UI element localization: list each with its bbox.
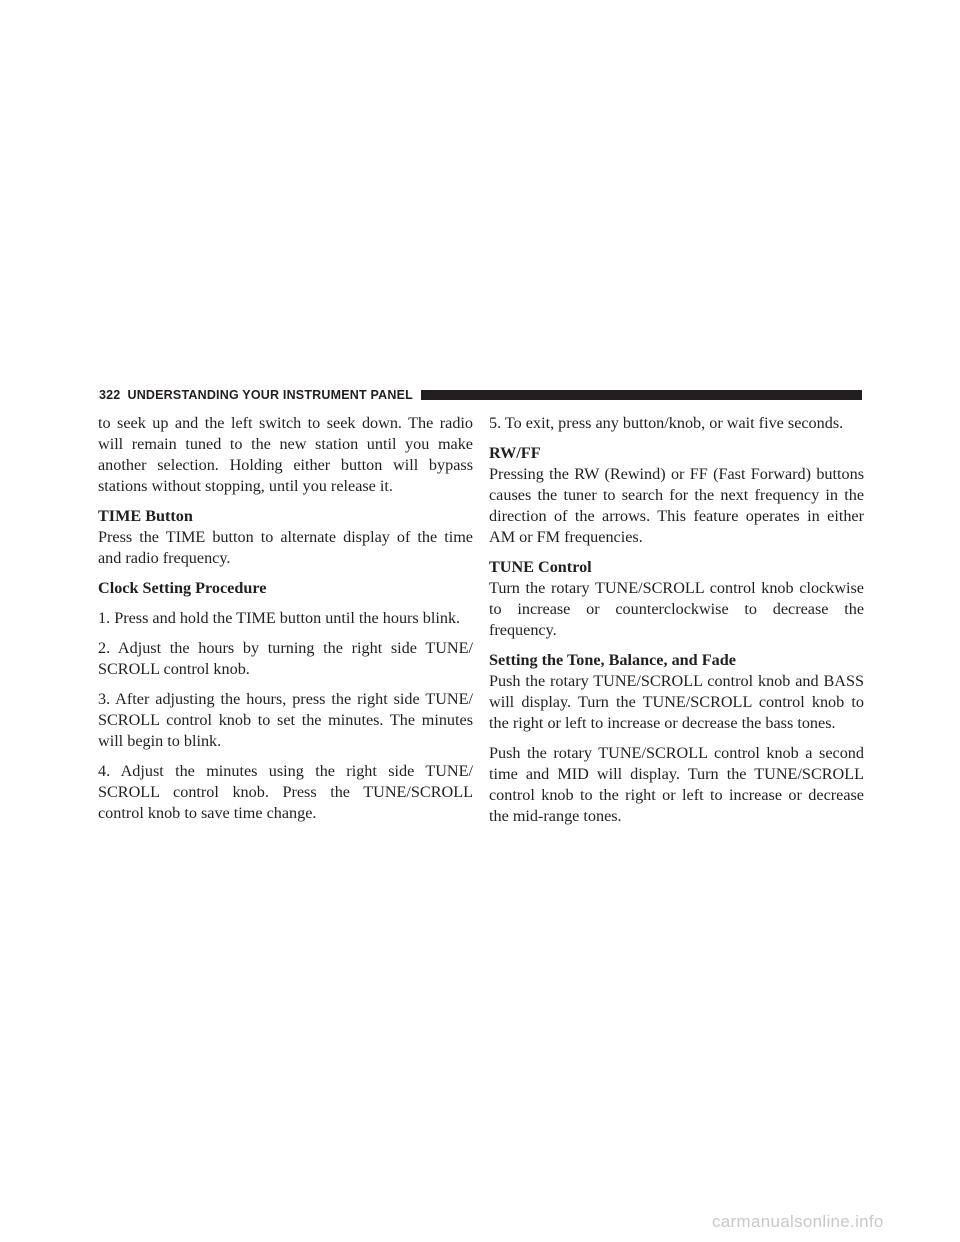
intro-paragraph: to seek up and the left switch to seek down. The radio will remain tuned to the new station until you make another selection. Holding either button will bypass stations without stopping, until you release it. [98,414,473,495]
left-column [98,413,473,833]
rw-ff-heading: RW/FF [489,444,541,462]
bass-paragraph: Push the rotary TUNE/SCROLL control knob and BASS will display. Turn the TUNE/SCROLL control knob to the right or left to increase or decrease the bass tones. [489,672,864,732]
clock-step-4: 4. Adjust the minutes using the right side TUNE/ SCROLL control knob. Press the TUNE/SCROLL control knob to save time change. [98,762,473,822]
page-number: 322 [99,388,121,402]
header-rule [421,390,862,400]
clock-step-5: 5. To exit, press any button/knob, or wait five seconds. [489,414,844,432]
time-button-paragraph: Press the TIME button to alternate display of the time and radio frequency. [98,528,473,567]
clock-step-1: 1. Press and hold the TIME button until the hours blink. [98,609,461,627]
watermark: carmanualsonline.info [712,1212,884,1231]
tune-control-paragraph: Turn the rotary TUNE/SCROLL control knob clockwise to increase or counterclockwise to decrease the frequency. [489,579,864,639]
tune-control-heading: TUNE Control [489,558,592,576]
clock-step-3: 3. After adjusting the hours, press the right side TUNE/ SCROLL control knob to set the minutes. The minutes will begin to blink. [98,690,473,750]
time-button-heading: TIME Button [98,507,193,525]
rw-ff-paragraph: Pressing the RW (Rewind) or FF (Fast Forward) buttons causes the tuner to search for the next frequency in the direction of the arrows. This feature operates in either AM or FM frequencies. [489,465,864,546]
page-header [99,389,862,401]
section-title: UNDERSTANDING YOUR INSTRUMENT PANEL [127,388,413,402]
right-column [489,413,864,836]
tone-balance-fade-heading: Setting the Tone, Balance, and Fade [489,651,736,669]
clock-step-2: 2. Adjust the hours by turning the right side TUNE/ SCROLL control knob. [98,639,473,678]
mid-paragraph: Push the rotary TUNE/SCROLL control knob a second time and MID will display. Turn the TUNE/SCROLL control knob to the right or left to increase or decrease the mid-range tones. [489,744,864,825]
clock-setting-heading: Clock Setting Procedure [98,579,267,597]
